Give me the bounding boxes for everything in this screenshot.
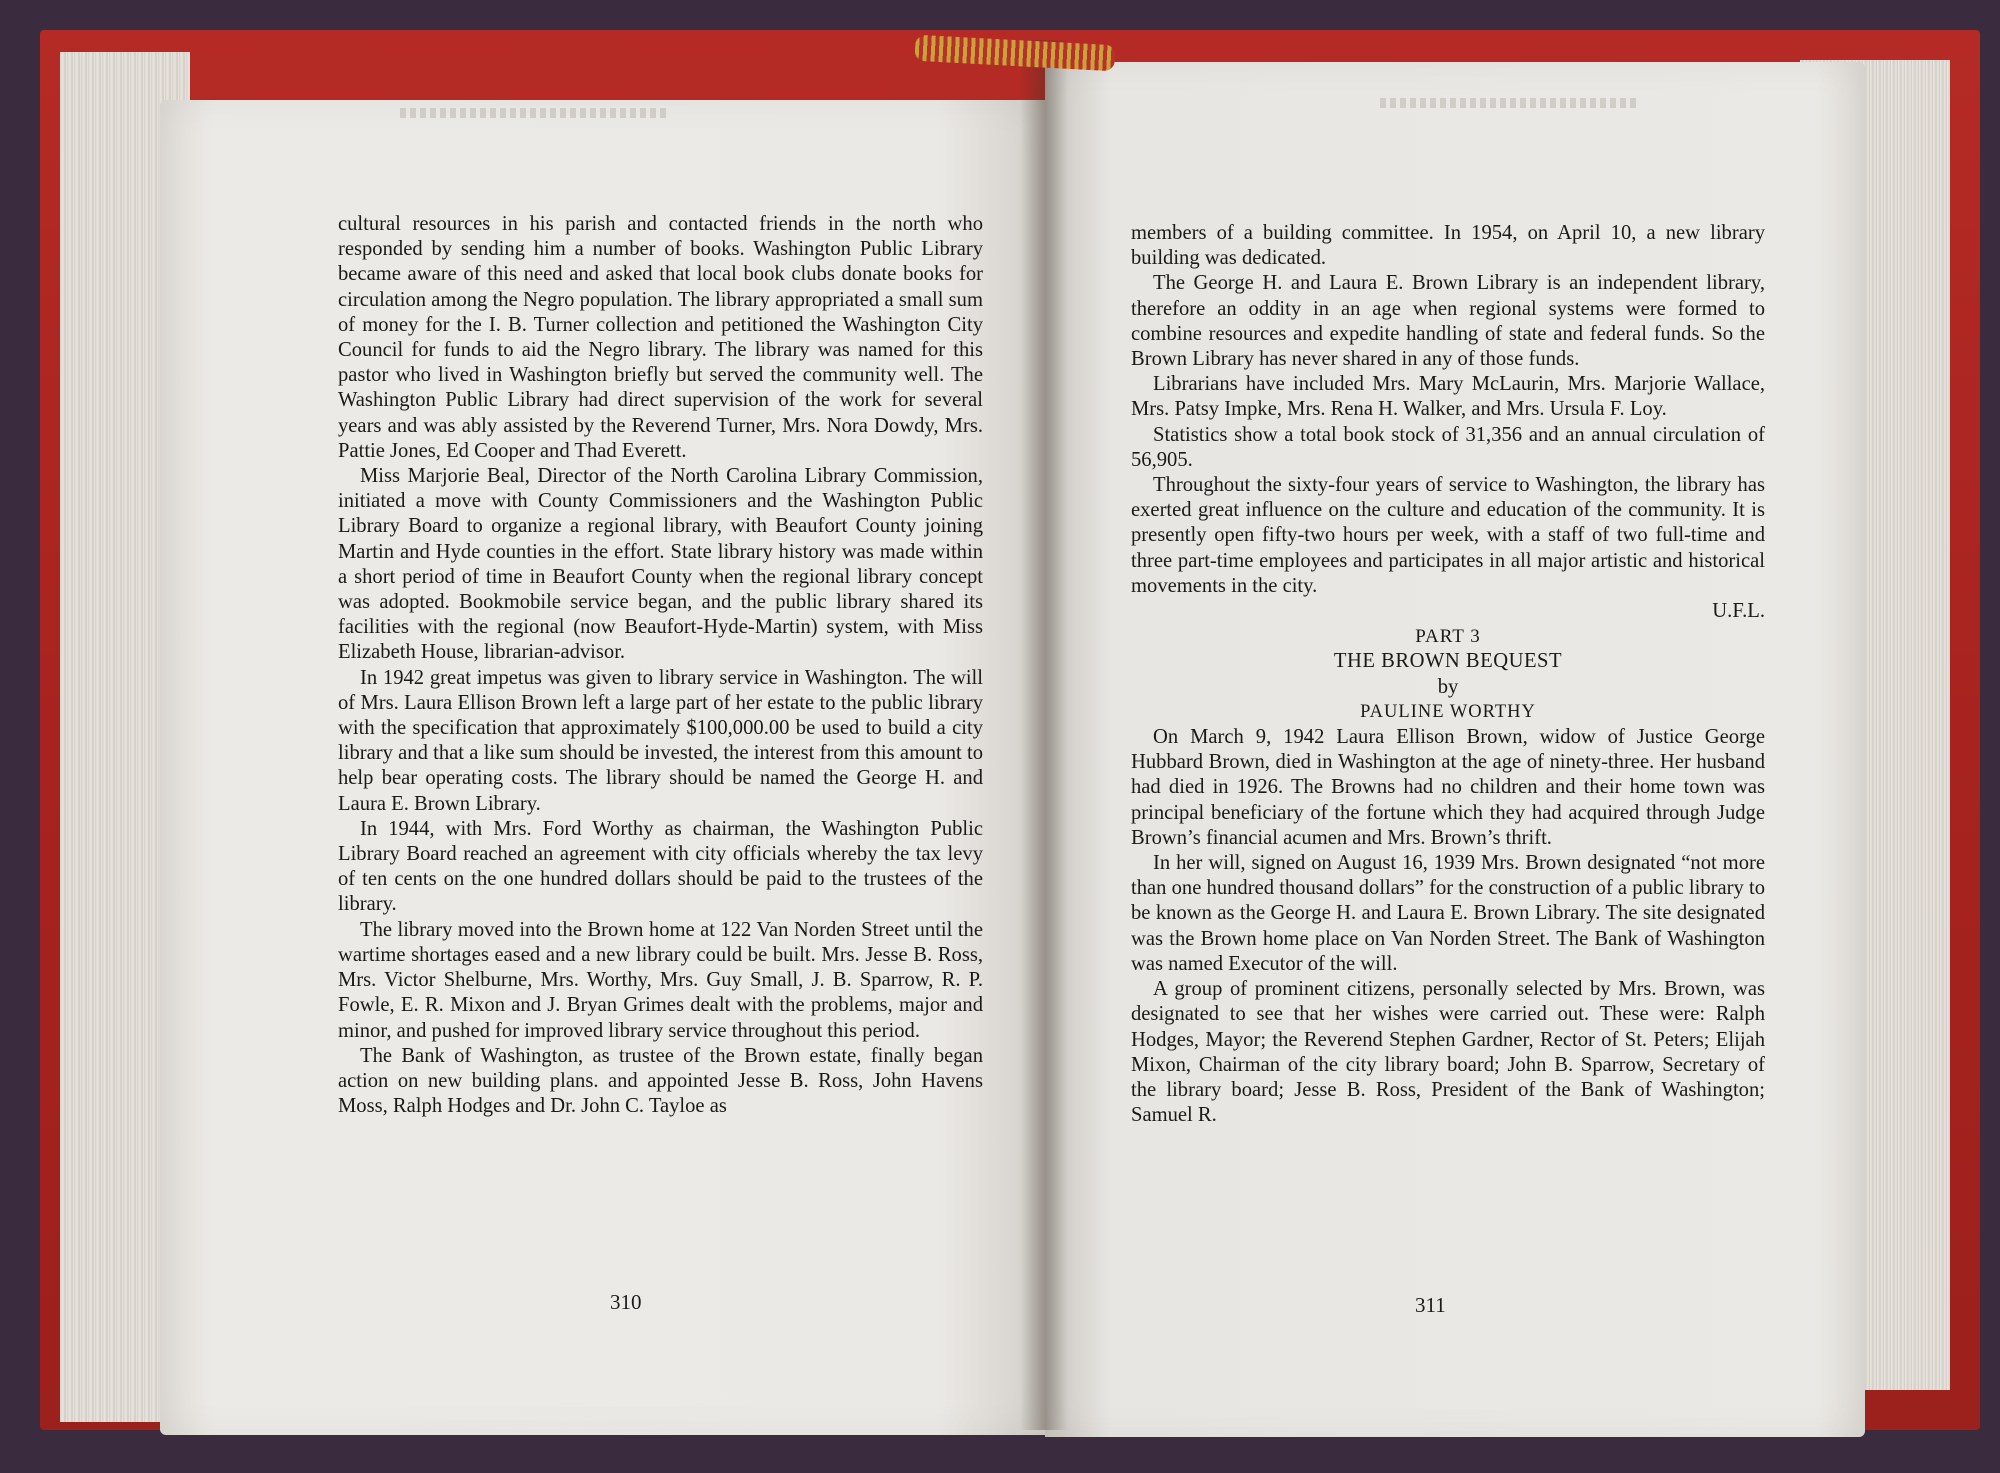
author-name: PAULINE WORTHY xyxy=(1360,701,1536,722)
page-number-right: 311 xyxy=(1415,1293,1446,1317)
by-line: by xyxy=(1437,675,1459,698)
author-initials: U.F.L. xyxy=(1712,600,1765,623)
paragraph: The George H. and Laura E. Brown Library is an independent library, therefore an oddity in an age when regional systems were formed to combine resources and expedite handling of state and federal funds. So the Brown Library has never shared in any of those funds. xyxy=(1131,272,1765,371)
bleed-through-header xyxy=(400,108,670,118)
paragraph: A group of prominent citizens, personally selected by Mrs. Brown, was designated to see that her wishes were carried out. These were: Ralph Hodges, Mayor; the Reverend Stephen Gardner, Rector of St. Peters; Elijah Mixon, Chairman of the city library board; John B. Sparrow, Secretary of the library board; Jesse B. Ross, President of the Bank of Washington; Samuel R. xyxy=(1131,978,1765,1127)
right-page-text xyxy=(1131,221,1765,1128)
paragraph: Statistics show a total book stock of 31,356 and an annual circulation of 56,905. xyxy=(1131,423,1765,471)
paragraph: members of a building committee. In 1954, on April 10, a new library building was dedicated. xyxy=(1131,222,1765,270)
book-spine-gutter xyxy=(1020,40,1068,1430)
paragraph: Librarians have included Mrs. Mary McLaurin, Mrs. Marjorie Wallace, Mrs. Patsy Impke, Mrs. Rena H. Walker, and Mrs. Ursula F. Loy. xyxy=(1131,373,1765,421)
paragraph: On March 9, 1942 Laura Ellison Brown, widow of Justice George Hubbard Brown, died in Washington at the age of ninety-three. Her husband had died in 1926. The Browns had no children and their home town was principal beneficiary of the fortune which they had acquired through Judge Brown’s financial acumen and Mrs. Brown’s thrift. xyxy=(1131,726,1765,849)
bleed-through-header xyxy=(1380,98,1640,108)
paragraph: Miss Marjorie Beal, Director of the North Carolina Library Commission, initiated a move with County Commissioners and the Washington Public Library Board to organize a regional library, with Beaufort County joining Martin and Hyde counties in the effort. State library history was made within a short period of time in Beaufort County when the regional library concept was adopted. Bookmobile service began, and the public library shared its facilities with the regional (now Beaufort-Hyde-Martin) system, with Miss Elizabeth House, librarian-advisor. xyxy=(338,465,983,664)
section-title: THE BROWN BEQUEST xyxy=(1333,650,1563,673)
paragraph: The library moved into the Brown home at 122 Van Norden Street until the wartime shortages eased and a new library could be built. Mrs. Jesse B. Ross, Mrs. Victor Shelburne, Mrs. Worthy, Mrs. Guy Small, J. B. Sparrow, R. P. Fowle, E. R. Mixon and J. Bryan Grimes dealt with the problems, major and minor, and pushed for improved library service throughout this period. xyxy=(338,918,983,1042)
paragraph: In 1944, with Mrs. Ford Worthy as chairman, the Washington Public Library Board reached an agreement with city officials whereby the tax levy of ten cents on the one hundred dollars should be paid to the trustees of the library. xyxy=(338,817,983,916)
paragraph: The Bank of Washington, as trustee of the Brown estate, finally began action on new building plans. and appointed Jesse B. Ross, John Havens Moss, Ralph Hodges and Dr. John C. Tayloe as xyxy=(338,1044,983,1118)
left-page-text xyxy=(338,212,983,1119)
page-number-left: 310 xyxy=(610,1290,642,1314)
part-label: PART 3 xyxy=(1415,626,1481,648)
paragraph: Throughout the sixty-four years of service to Washington, the library has exerted great influence on the culture and education of the community. It is presently open fifty-two hours per week, with a staff of two full-time and three part-time employees and participates in all major artistic and historical movements in the city. xyxy=(1131,474,1765,597)
paragraph: In her will, signed on August 16, 1939 Mrs. Brown designated “not more than one hundred thousand dollars” for the construction of a public library to be known as the George H. and Laura E. Brown Library. The site designated was the Brown home place on Van Norden Street. The Bank of Washington was named Executor of the will. xyxy=(1131,852,1765,975)
paragraph: cultural resources in his parish and contacted friends in the north who responded by sending him a number of books. Washington Public Library became aware of this need and asked that local book clubs donate books for circulation among the Negro population. The library appropriated a small sum of money for the I. B. Turner collection and petitioned the Washington City Council for funds to aid the Negro library. The library was named for this pastor who lived in Washington briefly but served the community well. The Washington Public Library had direct supervision of the work for several years and was ably assisted by the Reverend Turner, Mrs. Nora Dowdy, Mrs. Pattie Jones, Ed Cooper and Thad Everett. xyxy=(338,213,983,462)
paragraph: In 1942 great impetus was given to library service in Washington. The will of Mrs. Laura Ellison Brown left a large part of her estate to the public library with the specification that approximately $100,000.00 be used to build a city library and that a like sum should be invested, the interest from this amount to help bear operating costs. The library should be named the George H. and Laura E. Brown Library. xyxy=(338,666,983,815)
